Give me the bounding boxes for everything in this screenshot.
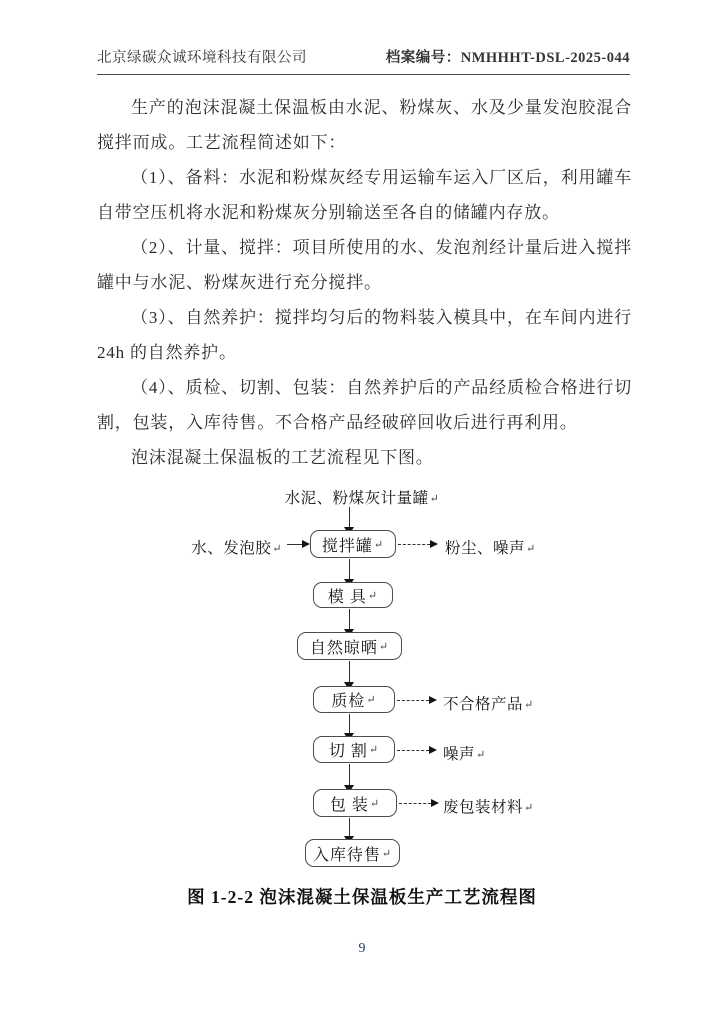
paragraph-figure-ref: 泡沫混凝土保温板的工艺流程见下图。 (131, 448, 434, 467)
paragraph-step1: （1）、备料：水泥和粉煤灰经专用运输车运入厂区后，利用罐车自带空压机将水泥和粉煤灰分别输送至各自的储罐内存放。 (97, 168, 632, 222)
paragraph-mark: ↵ (381, 847, 393, 860)
paragraph-mark: ↵ (429, 493, 440, 505)
page-header (97, 46, 630, 75)
archive-value: NMHHHT-DSL-2025-044 (460, 50, 630, 66)
paragraph-mark: ↵ (373, 538, 385, 551)
paragraph-step4: （4）、质检、切割、包装：自然养护后的产品经质检合格进行切割，包装，入库待售。不合格产品经破碎回收后进行再利用。 (97, 378, 632, 432)
body-text (97, 90, 632, 475)
flowchart-input-label: 水、发泡胶↵ (191, 540, 282, 557)
page-number: 9 (358, 941, 366, 956)
node-mixer-box: 搅拌罐 ↵ (310, 530, 396, 558)
arrow-input-to-mixer (287, 544, 302, 545)
paragraph-step2: （2）、计量、搅拌：项目所使用的水、发泡剂经计量后进入搅拌罐中与水泥、粉煤灰进行充分搅拌。 (97, 238, 632, 292)
paragraph-intro: 生产的泡沫混凝土保温板由水泥、粉煤灰、水及少量发泡胶混合搅拌而成。工艺流程简述如下： (97, 98, 632, 152)
arrow-packing-to-storage (349, 818, 350, 837)
flowchart-output-noise: 噪声↵ (443, 746, 486, 763)
paragraph-mark: ↵ (476, 749, 486, 761)
company-name: 北京绿碳众诚环境科技有限公司 (97, 50, 307, 66)
arrow-source-to-mixer (349, 507, 350, 528)
flowchart-output-packaging-waste: 废包装材料↵ (443, 799, 534, 816)
paragraph-mark: ↵ (272, 543, 282, 555)
paragraph-mark: ↵ (367, 589, 379, 602)
paragraph-mark: ↵ (524, 802, 534, 814)
arrow-mold-to-curing (349, 609, 350, 630)
arrow-mixer-to-mold (349, 559, 350, 580)
paragraph-mark: ↵ (378, 640, 390, 653)
paragraph-mark: ↵ (368, 744, 380, 756)
node-qc-box: 质检 ↵ (313, 686, 395, 713)
arrow-mixer-to-emissions (398, 544, 430, 545)
paragraph-mark: ↵ (369, 797, 381, 810)
arrow-cutting-to-packing (349, 764, 350, 786)
flowchart-output-rejects: 不合格产品↵ (443, 696, 534, 713)
node-packing-box: 包 装 ↵ (313, 789, 397, 817)
arrow-qc-to-rejects (397, 700, 429, 701)
flowchart-source-label: 水泥、粉煤灰计量罐↵ (284, 490, 440, 507)
node-storage-box: 入库待售 ↵ (305, 839, 400, 867)
paragraph-step3: （3）、自然养护：搅拌均匀后的物料装入模具中，在车间内进行 24h 的自然养护。 (97, 308, 632, 362)
paragraph-mark: ↵ (526, 543, 536, 555)
archive-number (386, 46, 630, 67)
paragraph-mark: ↵ (366, 694, 377, 706)
node-curing-box: 自然晾晒 ↵ (297, 632, 402, 660)
figure-caption: 图 1-2-2 泡沫混凝土保温板生产工艺流程图 (187, 887, 537, 907)
archive-label: 档案编号： (385, 50, 461, 66)
paragraph-mark: ↵ (524, 699, 534, 711)
arrow-qc-to-cutting (349, 714, 350, 734)
flowchart-output-dust-noise: 粉尘、噪声↵ (445, 540, 536, 557)
arrow-curing-to-qc (349, 661, 350, 683)
arrow-cutting-to-noise (397, 750, 429, 751)
node-mold-box: 模 具 ↵ (313, 582, 393, 608)
arrow-packing-to-waste (399, 803, 431, 804)
node-cutting-box: 切 割 ↵ (313, 736, 395, 763)
